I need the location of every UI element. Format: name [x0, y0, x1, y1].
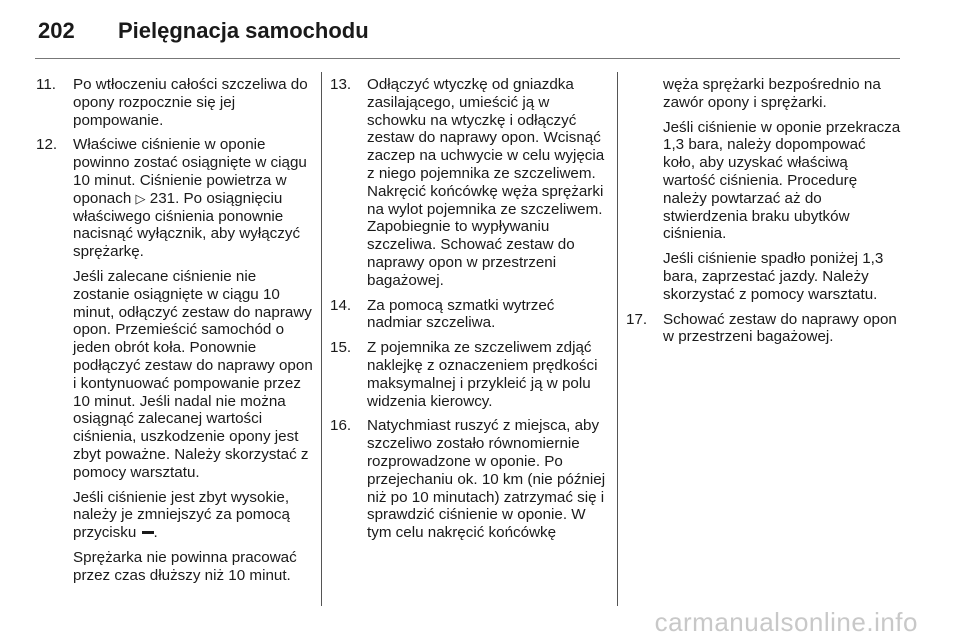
item-text: Schować zestaw do naprawy opon w przestrzeni bagażowej. — [663, 310, 897, 346]
item-text: Natychmiast ruszyć z miejsca, aby szczeliwo zostało równomiernie rozprowadzone w oponie. Po przejechaniu ok. 10 km (nie później niż po 10 minutach) zatrzymać się i sprawdzić ciśnienie w oponie. W tym celu nakręcić końcówkę — [367, 417, 606, 542]
item-paragraph: węża sprężarki bezpośrednio na zawór opony i sprężarki. — [663, 76, 881, 111]
item-number: 13. — [330, 76, 352, 93]
list-item-12 — [36, 136, 316, 584]
column-1 — [36, 76, 316, 592]
item-paragraph — [73, 136, 316, 261]
item-number: 12. — [36, 136, 58, 154]
item-text: Po wtłoczeniu całości szczeliwa do opony rozpocznie się jej pompowanie. — [73, 76, 308, 129]
item-text: Za pomocą szmatki wytrzeć nadmiar szczeliwa. — [367, 296, 555, 332]
column-divider — [321, 72, 322, 606]
item-paragraph: Sprężarka nie powinna pracować przez czas dłuższy niż 10 minut. — [73, 548, 297, 584]
page-title: Pielęgnacja samochodu — [118, 18, 369, 43]
item-number: 14. — [330, 296, 352, 314]
page-reference-arrow-icon: ▷ — [135, 190, 146, 206]
item-number: 17. — [626, 310, 648, 328]
page-reference-number: 231 — [149, 189, 176, 207]
item-text: Odłączyć wtyczkę od gniazdka zasilającego, umieścić ją w schowku na wtyczkę i odłączyć zestaw do naprawy opon. Wcisnąć zaczep na uchwycie w celu wyjęcia z niego pojemnika ze szczeliwem. Nakręcić końcówkę węża sprężarki na wylot pojemnika ze szczeliwem. Zapobiegnie to wypływaniu szczeliwa. Schować zestaw do naprawy opon w przestrzeni bagażowej. — [367, 76, 605, 289]
list-item-11 — [36, 76, 316, 129]
item-paragraph: Jeśli ciśnienie spadło poniżej 1,3 bara, zaprzestać jazdy. Należy skorzystać z pomocy warsztatu. — [663, 250, 884, 303]
item-number: 15. — [330, 339, 352, 357]
page-number: 202 — [38, 18, 75, 43]
list-item-16-continued — [626, 76, 901, 304]
item-paragraph: Jeśli ciśnienie w oponie przekracza 1,3 bara, należy dopompować koło, aby uzyskać właściwą wartość ciśnienia. Procedurę należy powtarzać aż do stwierdzenia braku ubytków ciśnienia. — [663, 118, 901, 243]
item-text: Jeśli ciśnienie jest zbyt wysokie, należy je zmniejszyć za pomocą przycisku — [73, 488, 290, 542]
column-2 — [330, 76, 610, 549]
item-text: . — [153, 524, 158, 542]
list-item-14 — [330, 297, 610, 333]
column-divider — [617, 72, 618, 606]
watermark: carmanualsonline.info — [654, 607, 918, 637]
column-3 — [626, 76, 901, 353]
item-number: 16. — [330, 417, 352, 435]
header-divider — [35, 58, 900, 59]
item-text: Z pojemnika ze szczeliwem zdjąć naklejkę z oznaczeniem prędkości maksymalnej i przykleić ją w polu widzenia kierowcy. — [367, 339, 598, 410]
list-item-13 — [330, 76, 610, 290]
item-text: Właściwe ciśnienie w oponie powinno zostać osiągnięte w ciągu 10 minut. Ciśnienie powietrza w oponach — [73, 136, 307, 207]
list-item-16 — [330, 417, 610, 542]
item-paragraph — [73, 489, 316, 542]
item-text: . Po osiągnięciu właściwego ciśnienia ponownie nacisnąć wyłącznik, aby wyłączyć sprężarkę. — [73, 189, 301, 261]
list-item-17 — [626, 311, 901, 347]
minus-button-icon — [142, 531, 154, 534]
item-number: 11. — [36, 76, 56, 93]
item-paragraph: Jeśli zalecane ciśnienie nie zostanie osiągnięte w ciągu 10 minut, odłączyć zestaw do naprawy opon. Przemieścić samochód o jeden obrót koła. Ponownie podłączyć zestaw do naprawy opon i kontynuować pompowanie przez 10 minut. Jeśli nadal nie można osiągnąć zalecanej wartości ciśnienia, uszkodzenie opony jest zbyt poważne. Należy skorzystać z pomocy warsztatu. — [73, 267, 313, 481]
list-item-15 — [330, 339, 610, 410]
